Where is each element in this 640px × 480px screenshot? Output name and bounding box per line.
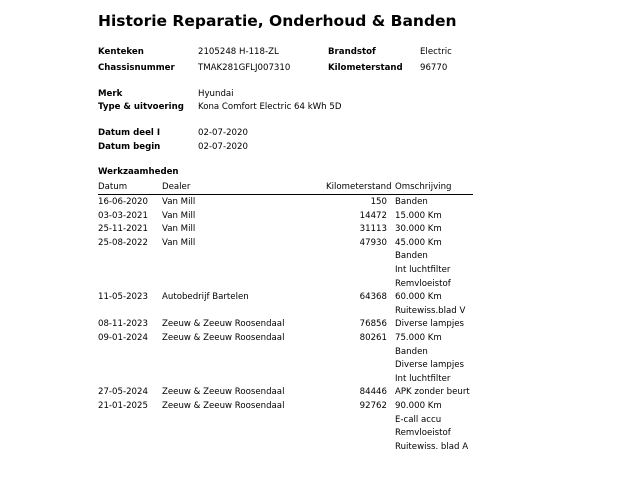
row-omschrijving-line: 45.000 Km <box>395 237 442 248</box>
row-omschrijving-line: Ruitewiss. blad A <box>395 441 469 452</box>
col-datum: Datum <box>98 182 128 192</box>
row-km: 150 <box>370 197 387 207</box>
col-km: Kilometerstand <box>326 182 392 192</box>
row-dealer: Autobedrijf Bartelen <box>162 292 249 303</box>
chassis-label: Chassisnummer <box>98 63 175 73</box>
row-km: 64368 <box>359 292 387 303</box>
type-value: Kona Comfort Electric 64 kWh 5D <box>198 102 342 112</box>
row-dealer: Zeeuw & Zeeuw Roosendaal <box>162 401 285 411</box>
row-km: 14472 <box>359 210 387 221</box>
row-km: 76856 <box>359 319 387 330</box>
row-km: 92762 <box>359 401 387 411</box>
row-omschrijving-line: Remvloeistof <box>395 278 451 289</box>
row-dealer: Van Mill <box>162 224 196 235</box>
row-datum: 16-06-2020 <box>98 197 148 207</box>
row-datum: 25-08-2022 <box>98 237 148 248</box>
datum-begin-value: 02-07-2020 <box>198 142 248 152</box>
header-divider <box>98 194 473 195</box>
brandstof-label: Brandstof <box>328 47 376 57</box>
col-dealer: Dealer <box>162 182 191 192</box>
row-dealer: Van Mill <box>162 237 196 248</box>
row-datum: 25-11-2021 <box>98 224 148 235</box>
chassis-value: TMAK281GFLJ007310 <box>198 63 291 73</box>
row-omschrijving-line: Ruitewiss.blad V <box>395 305 466 316</box>
row-datum: 27-05-2024 <box>98 387 148 398</box>
row-dealer: Zeeuw & Zeeuw Roosendaal <box>162 319 285 330</box>
row-km: 84446 <box>359 387 387 398</box>
row-omschrijving-line: 30.000 Km <box>395 224 442 235</box>
col-omschrijving: Omschrijving <box>395 182 452 192</box>
row-datum: 08-11-2023 <box>98 319 148 330</box>
row-dealer: Zeeuw & Zeeuw Roosendaal <box>162 333 285 343</box>
row-km: 80261 <box>359 333 387 343</box>
km-label: Kilometerstand <box>328 63 403 73</box>
kenteken-value: 2105248 H-118-ZL <box>198 47 279 57</box>
merk-label: Merk <box>98 89 123 99</box>
datum-begin-label: Datum begin <box>98 142 161 152</box>
row-omschrijving-line: 60.000 Km <box>395 292 442 303</box>
row-omschrijving-line: Banden <box>395 197 428 207</box>
row-omschrijving-line: 75.000 Km <box>395 333 442 343</box>
row-omschrijving-line: Diverse lampjes <box>395 360 465 371</box>
page-title: Historie Reparatie, Onderhoud & Banden <box>98 12 457 30</box>
row-omschrijving-line: APK zonder beurt <box>395 387 470 398</box>
row-dealer: Van Mill <box>162 197 196 207</box>
datum-deel-value: 02-07-2020 <box>198 128 248 138</box>
row-omschrijving-line: Int luchtfilter <box>395 265 451 275</box>
row-km: 31113 <box>359 224 387 235</box>
row-omschrijving-line: Int luchtfilter <box>395 373 451 384</box>
brandstof-value: Electric <box>420 47 452 57</box>
row-omschrijving-line: 15.000 Km <box>395 210 442 221</box>
datum-deel-label: Datum deel I <box>98 128 161 138</box>
merk-value: Hyundai <box>198 89 234 99</box>
row-omschrijving-line: 90.000 Km <box>395 401 442 411</box>
row-omschrijving-line: Diverse lampjes <box>395 319 465 330</box>
km-value: 96770 <box>420 63 448 73</box>
row-datum: 11-05-2023 <box>98 292 148 303</box>
row-datum: 21-01-2025 <box>98 401 148 411</box>
row-omschrijving-line: Remvloeistof <box>395 428 451 439</box>
kenteken-label: Kenteken <box>98 47 144 57</box>
row-datum: 03-03-2021 <box>98 210 148 221</box>
row-dealer: Zeeuw & Zeeuw Roosendaal <box>162 387 285 398</box>
row-omschrijving-line: Banden <box>395 346 428 357</box>
row-km: 47930 <box>359 237 387 248</box>
row-omschrijving-line: Banden <box>395 251 428 262</box>
werk-heading: Werkzaamheden <box>98 167 179 177</box>
type-label: Type & uitvoering <box>98 102 184 112</box>
row-dealer: Van Mill <box>162 210 196 221</box>
row-omschrijving-line: E-call accu <box>395 414 442 425</box>
row-datum: 09-01-2024 <box>98 333 148 343</box>
